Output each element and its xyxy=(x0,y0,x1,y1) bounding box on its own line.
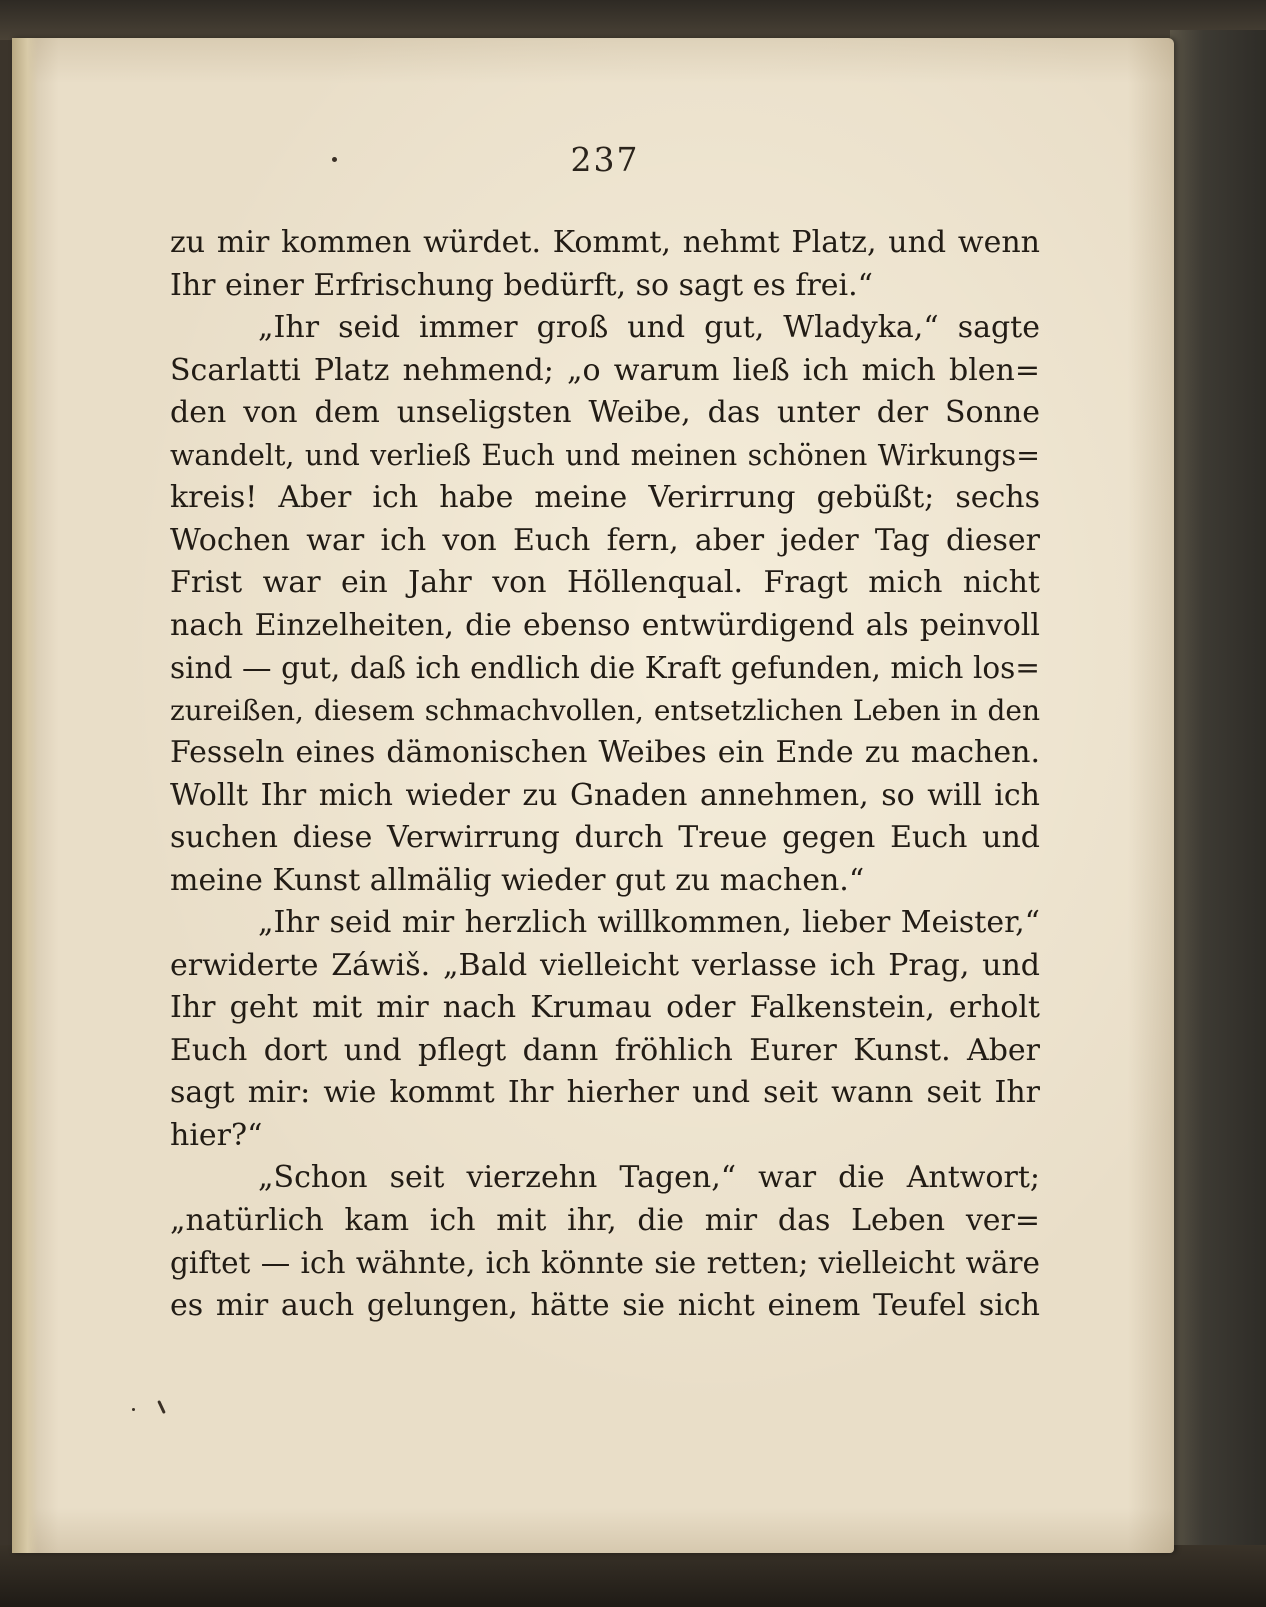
text-line: giftet — ich wähnte, ich könnte sie retten; vielleicht wäre xyxy=(170,1246,1040,1280)
text-line: zu mir kommen würdet. Kommt, nehmt Platz, und wenn xyxy=(170,225,1040,260)
text-line: sind — gut, daß ich endlich die Kraft gefunden, mich los= xyxy=(170,651,1040,685)
text-line: Euch dort und pflegt dann fröhlich Eurer Kunst. Aber xyxy=(170,1032,1040,1068)
text-line: wandelt, und verließ Euch und meinen schönen Wirkungs= xyxy=(170,438,1040,472)
text-line: Ihr einer Erfrischung bedürft, so sagt es frei.“ xyxy=(170,267,874,303)
text-line: es mir auch gelungen, hätte sie nicht einem Teufel sich xyxy=(170,1287,1040,1323)
text-line: „Ihr seid immer groß und gut, Wladyka,“ sagte xyxy=(258,310,1040,345)
page-number: 237 xyxy=(570,140,640,179)
text-line: nach Einzelheiten, die ebenso entwürdigend als peinvoll xyxy=(170,607,1040,643)
text-line: Scarlatti Platz nehmend; „o warum ließ ich mich blen= xyxy=(170,352,1040,388)
body-text xyxy=(170,222,1040,1327)
cover-bottom-edge xyxy=(0,1545,1266,1607)
cover-right-edge xyxy=(1170,30,1266,1607)
text-line: Wochen war ich von Euch fern, aber jeder Tag dieser xyxy=(170,522,1040,558)
text-line: zureißen, diesem schmachvollen, entsetzlichen Leben in den xyxy=(170,693,1040,727)
text-line: suchen diese Verwirrung durch Treue gegen Euch und xyxy=(170,820,1040,855)
text-line: „Ihr seid mir herzlich willkommen, lieber Meister,“ xyxy=(258,905,1040,940)
text-line: Wollt Ihr mich wieder zu Gnaden annehmen, so will ich xyxy=(170,777,1040,813)
text-line: den von dem unseligsten Weibe, das unter der Sonne xyxy=(170,395,1040,430)
text-line: „natürlich kam ich mit ihr, die mir das Leben ver= xyxy=(170,1202,1040,1238)
paper-speck xyxy=(132,1408,135,1411)
text-line: Fesseln eines dämonischen Weibes ein Ende zu machen. xyxy=(170,735,1040,770)
text-line: erwiderte Záwiš. „Bald vielleicht verlasse ich Prag, und xyxy=(170,947,1040,983)
text-line: meine Kunst allmälig wieder gut zu machen.“ xyxy=(170,862,865,898)
text-line: Ihr geht mit mir nach Krumau oder Falkenstein, erholt xyxy=(170,990,1040,1025)
text-line: hier?“ xyxy=(170,1117,263,1153)
cover-top-edge xyxy=(0,0,1266,40)
page-gutter xyxy=(12,38,38,1553)
text-line: kreis! Aber ich habe meine Verirrung gebüßt; sechs xyxy=(170,480,1040,515)
text-line: Frist war ein Jahr von Höllenqual. Fragt mich nicht xyxy=(170,565,1040,600)
text-line: „Schon seit vierzehn Tagen,“ war die Antwort; xyxy=(258,1160,1040,1195)
text-line: sagt mir: wie kommt Ihr hierher und seit wann seit Ihr xyxy=(170,1075,1040,1110)
paper-speck xyxy=(332,157,337,162)
